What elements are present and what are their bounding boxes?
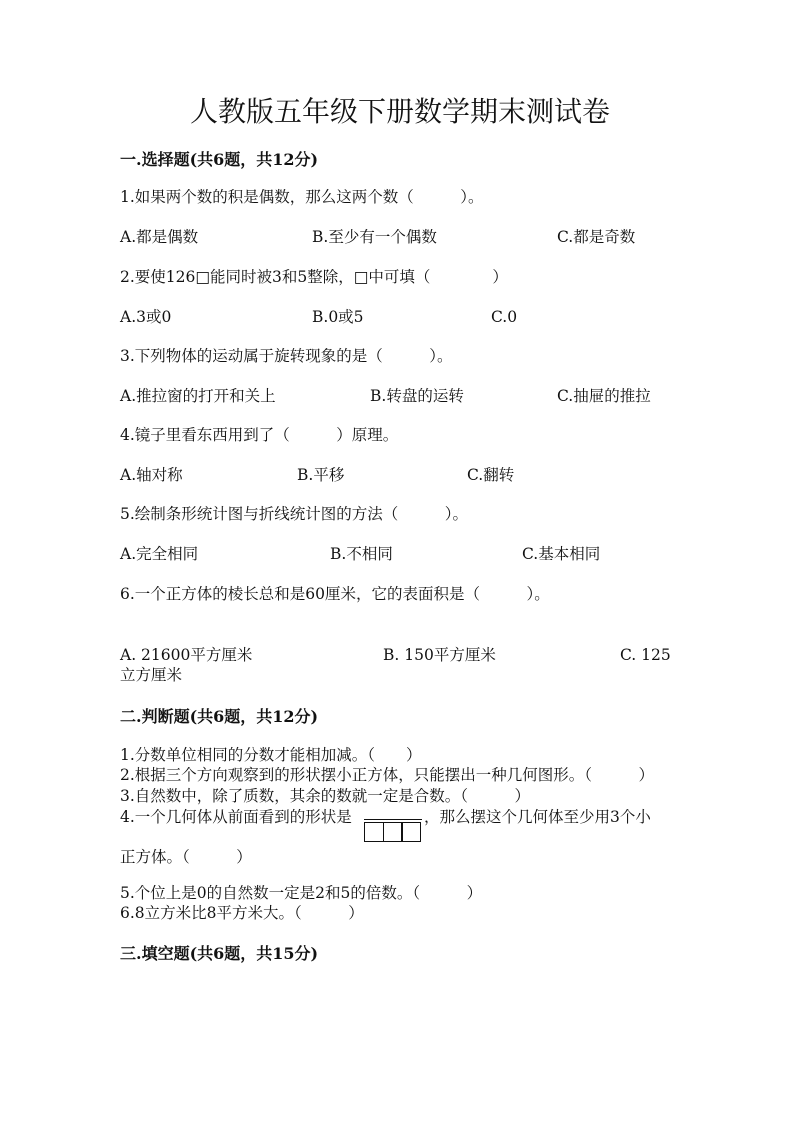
choice-q1-option-c: C.都是奇数 (557, 228, 636, 246)
choice-q5-option-b: B.不相同 (330, 545, 393, 563)
choice-question-5: 5.绘制条形统计图与折线统计图的方法（ ）。 (120, 505, 469, 523)
choice-q5-option-c: C.基本相同 (522, 545, 601, 563)
choice-q4-option-b: B.平移 (297, 466, 345, 484)
choice-q5-option-a: A.完全相同 (120, 545, 199, 563)
choice-q2-option-b: B.0或5 (312, 308, 364, 326)
choice-q3-option-c: C.抽屉的推拉 (557, 387, 651, 405)
judge-question-4-end: ，那么摆这个几何体至少用3个小 (424, 808, 651, 826)
choice-q4-option-c: C.翻转 (467, 466, 515, 484)
three-square-front-view-figure (364, 822, 421, 842)
choice-question-2: 2.要使126□能同时被3和5整除，□中可填（ ） (120, 268, 508, 286)
judge-question-1: 1.分数单位相同的分数才能相加减。（ ） (120, 746, 422, 764)
answer-blank-line (364, 819, 422, 820)
judge-question-2: 2.根据三个方向观察到的形状摆小正方体，只能摆出一种几何图形。（ ） (120, 766, 655, 784)
page-title: 人教版五年级下册数学期末测试卷 (189, 95, 610, 128)
choice-q6-option-c-continued: 立方厘米 (120, 666, 183, 684)
choice-question-1: 1.如果两个数的积是偶数，那么这两个数（ ）。 (120, 188, 484, 206)
choice-q2-option-a: A.3或0 (120, 308, 172, 326)
choice-q6-option-b: B. 150平方厘米 (383, 646, 496, 664)
section-heading-fill-blank: 三.填空题(共6题，共15分) (120, 944, 319, 963)
section-heading-judge: 二.判断题(共6题，共12分) (120, 707, 319, 726)
choice-q1-option-b: B.至少有一个偶数 (312, 228, 437, 246)
judge-question-4-continued: 正方体。（ ） (120, 848, 252, 866)
choice-q1-option-a: A.都是偶数 (120, 228, 199, 246)
choice-question-4: 4.镜子里看东西用到了（ ）原理。 (120, 426, 399, 444)
square-cell (364, 822, 384, 842)
judge-question-5: 5.个位上是0的自然数一定是2和5的倍数。（ ） (120, 884, 483, 902)
choice-q6-option-a: A. 21600平方厘米 (120, 646, 253, 664)
choice-q4-option-a: A.轴对称 (120, 466, 183, 484)
choice-q2-option-c: C.0 (491, 308, 518, 326)
choice-q6-option-c: C. 125 (620, 646, 671, 664)
square-cell (401, 822, 421, 842)
choice-question-6: 6.一个正方体的棱长总和是60厘米，它的表面积是（ ）。 (120, 585, 550, 603)
judge-question-3: 3.自然数中，除了质数，其余的数就一定是合数。（ ） (120, 787, 531, 805)
judge-question-6: 6.8立方米比8平方米大。（ ） (120, 904, 364, 922)
choice-q3-option-a: A.推拉窗的打开和关上 (120, 387, 276, 405)
choice-q3-option-b: B.转盘的运转 (370, 387, 464, 405)
choice-question-3: 3.下列物体的运动属于旋转现象的是（ ）。 (120, 347, 453, 365)
section-heading-choice: 一.选择题(共6题，共12分) (120, 150, 319, 169)
square-cell (383, 822, 403, 842)
judge-question-4-start: 4.一个几何体从前面看到的形状是 (120, 808, 352, 826)
